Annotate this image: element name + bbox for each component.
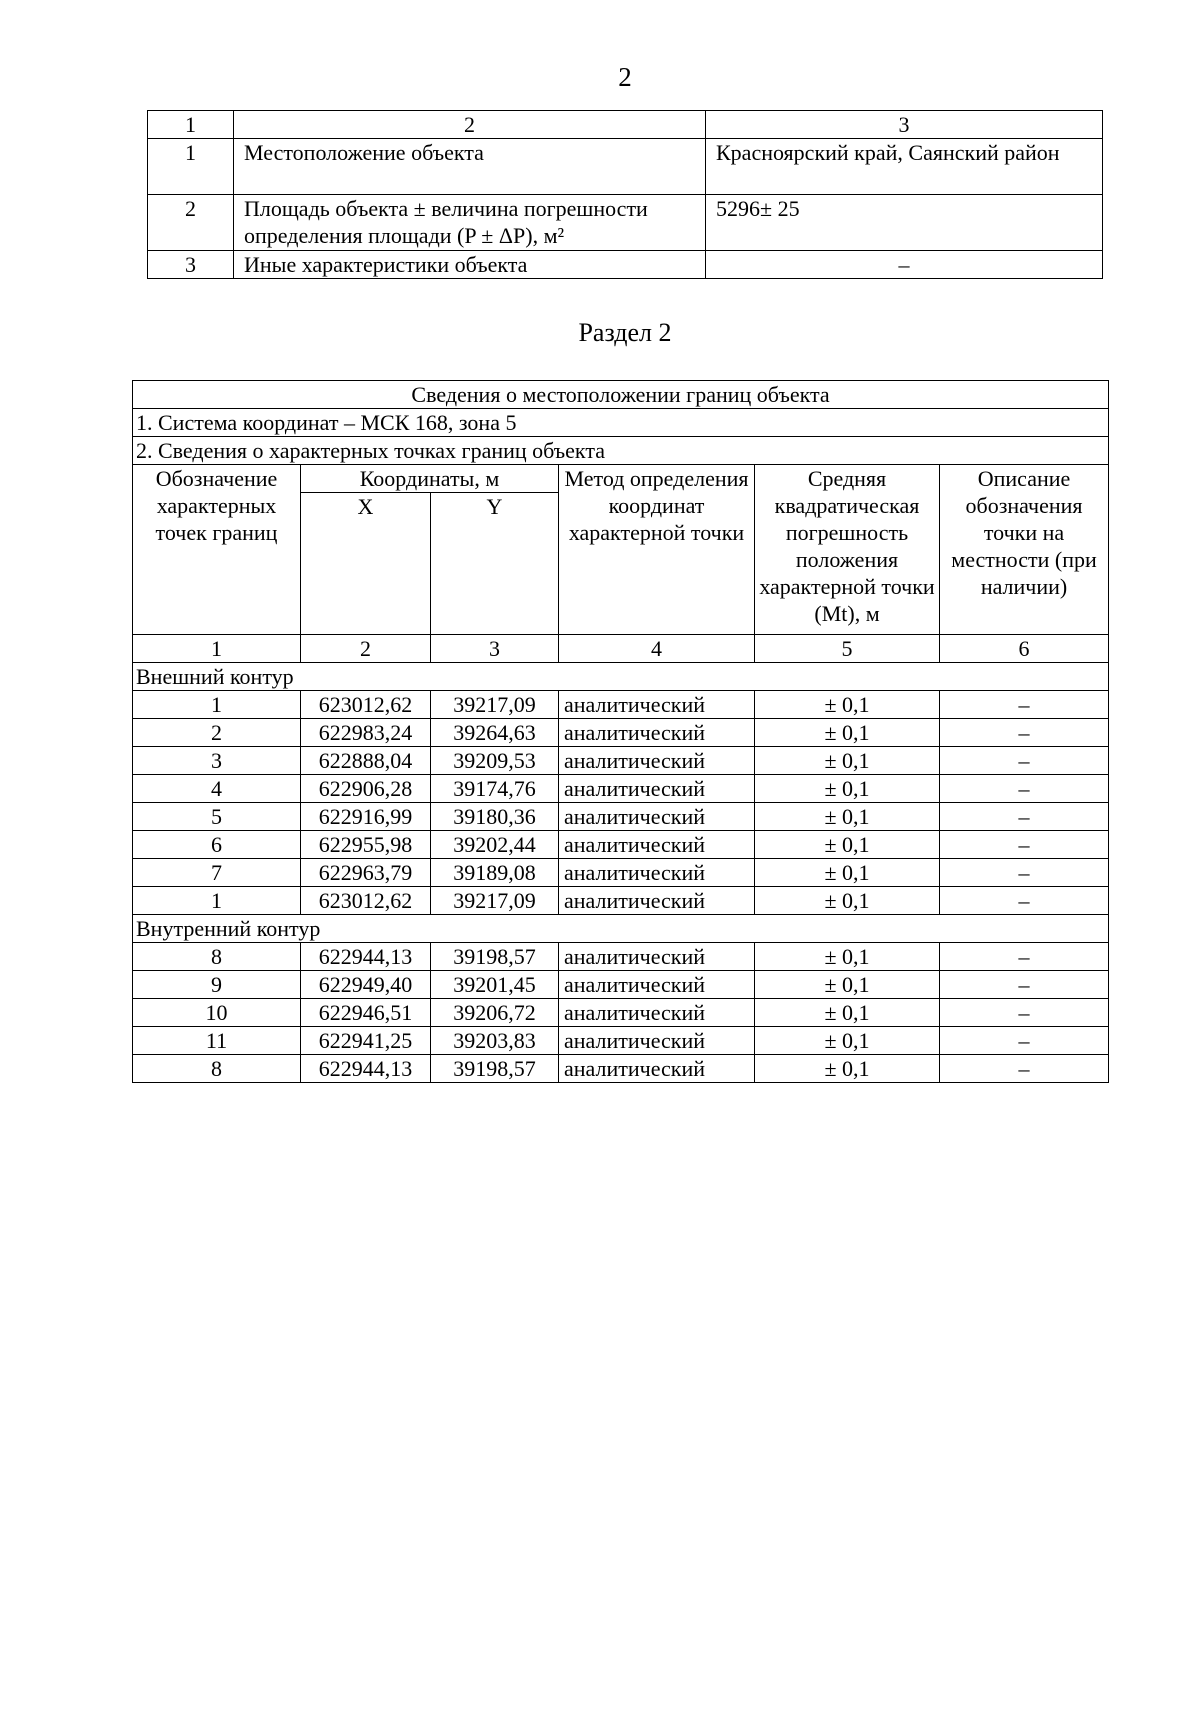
table-row <box>148 139 1103 195</box>
description: – <box>940 971 1109 999</box>
points-title: 2. Сведения о характерных точках границ объекта <box>133 437 1109 465</box>
header-method: Метод определения координат характерной точки <box>559 465 755 635</box>
col-header-2: 2 <box>234 111 706 139</box>
inner-contour-body <box>133 943 1109 1083</box>
row-value: Красноярский край, Саянский район <box>706 139 1103 195</box>
method: аналитический <box>559 775 755 803</box>
error: ± 0,1 <box>755 859 940 887</box>
description: – <box>940 719 1109 747</box>
method: аналитический <box>559 831 755 859</box>
error: ± 0,1 <box>755 971 940 999</box>
row-value: – <box>706 251 1103 279</box>
error: ± 0,1 <box>755 719 940 747</box>
page-number: 2 <box>618 62 632 92</box>
error: ± 0,1 <box>755 999 940 1027</box>
row-name: Площадь объекта ± величина погрешности определения площади (P ± ΔP), м² <box>234 195 706 251</box>
row-name: Местоположение объекта <box>234 139 706 195</box>
coord-system: 1. Система координат – МСК 168, зона 5 <box>133 409 1109 437</box>
method: аналитический <box>559 943 755 971</box>
point-number: 4 <box>133 775 301 803</box>
coord-y: 39202,44 <box>431 831 559 859</box>
col-number: 1 <box>133 635 301 663</box>
coord-x: 622888,04 <box>301 747 431 775</box>
method: аналитический <box>559 691 755 719</box>
table-row <box>133 887 1109 915</box>
error: ± 0,1 <box>755 1055 940 1083</box>
error: ± 0,1 <box>755 1027 940 1055</box>
coord-y: 39209,53 <box>431 747 559 775</box>
coord-y: 39174,76 <box>431 775 559 803</box>
point-number: 8 <box>133 1055 301 1083</box>
coord-y: 39264,63 <box>431 719 559 747</box>
description: – <box>940 1027 1109 1055</box>
coord-y: 39203,83 <box>431 1027 559 1055</box>
table-row <box>133 971 1109 999</box>
method: аналитический <box>559 803 755 831</box>
coord-x: 622941,25 <box>301 1027 431 1055</box>
point-number: 1 <box>133 691 301 719</box>
error: ± 0,1 <box>755 943 940 971</box>
row-number: 3 <box>148 251 234 279</box>
description: – <box>940 775 1109 803</box>
header-error: Средняя квадратическая погрешность положения характерной точки (Mt), м <box>755 465 940 635</box>
coord-x: 622963,79 <box>301 859 431 887</box>
point-number: 1 <box>133 887 301 915</box>
coord-x: 622916,99 <box>301 803 431 831</box>
col-number: 4 <box>559 635 755 663</box>
point-number: 9 <box>133 971 301 999</box>
point-number: 3 <box>133 747 301 775</box>
table-row <box>133 831 1109 859</box>
col-number: 6 <box>940 635 1109 663</box>
error: ± 0,1 <box>755 803 940 831</box>
coord-x: 622906,28 <box>301 775 431 803</box>
table-row <box>133 747 1109 775</box>
table-row <box>133 859 1109 887</box>
method: аналитический <box>559 1055 755 1083</box>
error: ± 0,1 <box>755 887 940 915</box>
header-coordinates: Координаты, м <box>301 465 559 493</box>
row-number: 2 <box>148 195 234 251</box>
coord-y: 39206,72 <box>431 999 559 1027</box>
points-title-row <box>133 437 1109 465</box>
coord-y: 39217,09 <box>431 691 559 719</box>
error: ± 0,1 <box>755 831 940 859</box>
coord-x: 622944,13 <box>301 943 431 971</box>
inner-contour-label: Внутренний контур <box>133 915 1109 943</box>
header-row <box>133 465 1109 493</box>
coord-x: 622946,51 <box>301 999 431 1027</box>
description: – <box>940 887 1109 915</box>
point-number: 2 <box>133 719 301 747</box>
method: аналитический <box>559 887 755 915</box>
point-number: 11 <box>133 1027 301 1055</box>
table-header-row <box>148 111 1103 139</box>
outer-contour-row <box>133 663 1109 691</box>
outer-contour-label: Внешний контур <box>133 663 1109 691</box>
coord-y: 39217,09 <box>431 887 559 915</box>
coord-x: 622983,24 <box>301 719 431 747</box>
outer-contour-body <box>133 691 1109 915</box>
error: ± 0,1 <box>755 775 940 803</box>
coord-x: 623012,62 <box>301 691 431 719</box>
point-number: 6 <box>133 831 301 859</box>
method: аналитический <box>559 719 755 747</box>
header-x: X <box>301 493 431 635</box>
header-description: Описание обозначения точки на местности (при наличии) <box>940 465 1109 635</box>
table-row <box>148 195 1103 251</box>
method: аналитический <box>559 747 755 775</box>
col-header-3: 3 <box>706 111 1103 139</box>
row-name: Иные характеристики объекта <box>234 251 706 279</box>
table-row <box>133 999 1109 1027</box>
col-header-1: 1 <box>148 111 234 139</box>
header-y: Y <box>431 493 559 635</box>
inner-contour-row <box>133 915 1109 943</box>
coord-x: 622949,40 <box>301 971 431 999</box>
description: – <box>940 859 1109 887</box>
point-number: 5 <box>133 803 301 831</box>
col-number: 2 <box>301 635 431 663</box>
table-row <box>133 943 1109 971</box>
coord-x: 622955,98 <box>301 831 431 859</box>
description: – <box>940 747 1109 775</box>
table-row <box>148 251 1103 279</box>
point-number: 8 <box>133 943 301 971</box>
header-designation: Обозначение характерных точек границ <box>133 465 301 635</box>
table-row <box>133 1055 1109 1083</box>
coord-y: 39198,57 <box>431 943 559 971</box>
boundary-points-table <box>132 380 1109 1083</box>
description: – <box>940 1055 1109 1083</box>
description: – <box>940 691 1109 719</box>
coord-y: 39198,57 <box>431 1055 559 1083</box>
table-row <box>133 775 1109 803</box>
col-number: 3 <box>431 635 559 663</box>
row-number: 1 <box>148 139 234 195</box>
coord-x: 622944,13 <box>301 1055 431 1083</box>
coord-y: 39189,08 <box>431 859 559 887</box>
coord-x: 623012,62 <box>301 887 431 915</box>
table-row <box>133 691 1109 719</box>
table-title: Сведения о местоположении границ объекта <box>133 381 1109 409</box>
col-numbers-row <box>133 635 1109 663</box>
object-info-table <box>147 110 1103 279</box>
table-row <box>133 719 1109 747</box>
section-title: Раздел 2 <box>578 318 672 347</box>
description: – <box>940 803 1109 831</box>
coord-y: 39201,45 <box>431 971 559 999</box>
coord-system-row <box>133 409 1109 437</box>
method: аналитический <box>559 971 755 999</box>
point-number: 10 <box>133 999 301 1027</box>
row-value: 5296± 25 <box>706 195 1103 251</box>
error: ± 0,1 <box>755 691 940 719</box>
description: – <box>940 999 1109 1027</box>
coord-y: 39180,36 <box>431 803 559 831</box>
table-row <box>133 1027 1109 1055</box>
method: аналитический <box>559 1027 755 1055</box>
table-title-row <box>133 381 1109 409</box>
description: – <box>940 831 1109 859</box>
table-row <box>133 803 1109 831</box>
col-number: 5 <box>755 635 940 663</box>
method: аналитический <box>559 859 755 887</box>
point-number: 7 <box>133 859 301 887</box>
method: аналитический <box>559 999 755 1027</box>
error: ± 0,1 <box>755 747 940 775</box>
description: – <box>940 943 1109 971</box>
